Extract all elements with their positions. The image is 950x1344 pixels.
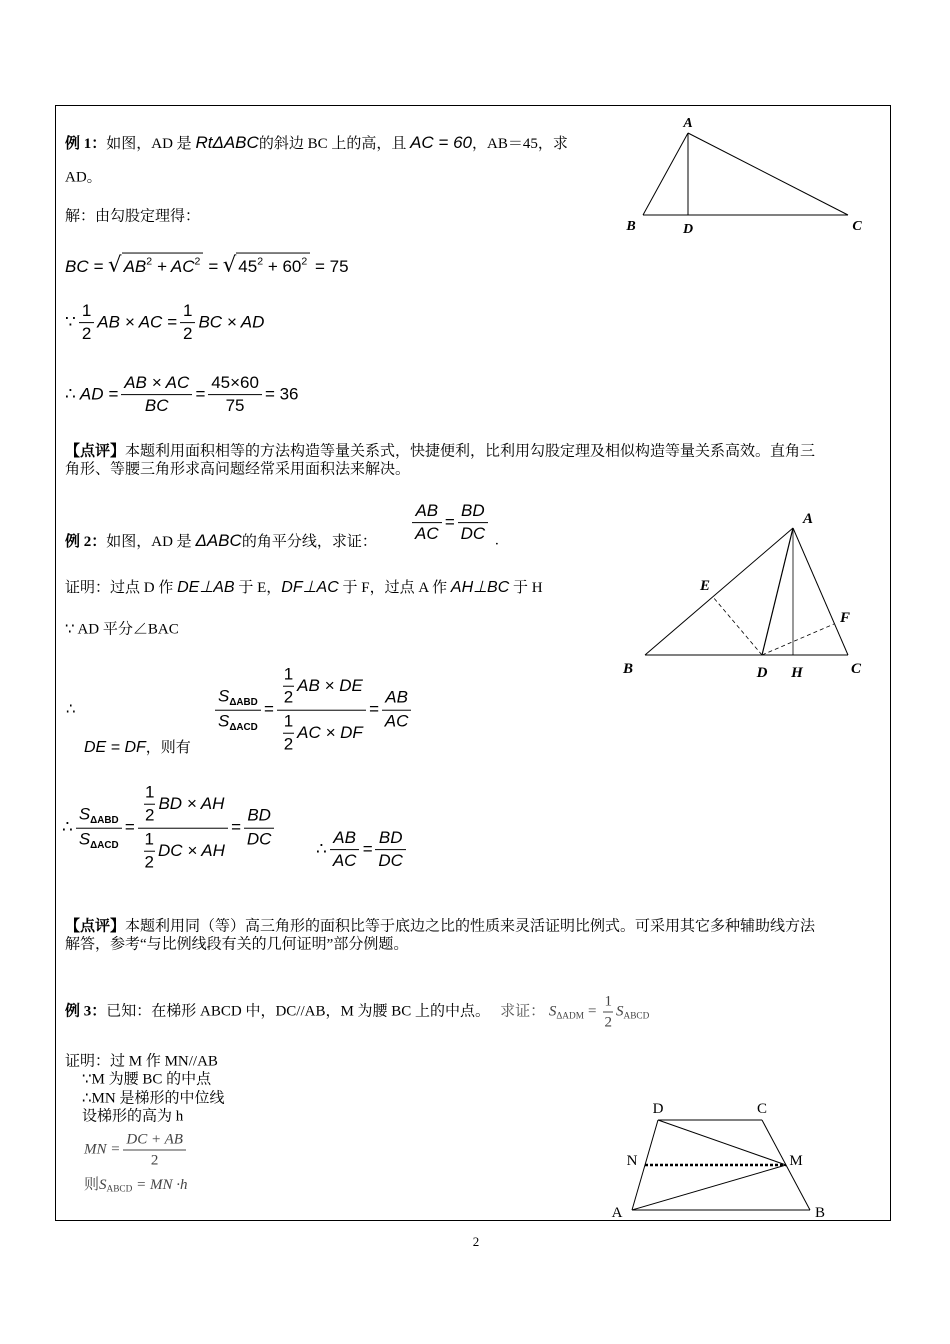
perpendicular-ah-bc: AH⊥BC (450, 579, 510, 596)
radical (108, 252, 203, 278)
numerator: BD (247, 806, 271, 826)
example2-question (65, 530, 377, 552)
point-label-n: N (626, 1153, 638, 1169)
area-symbol: S (78, 804, 91, 824)
example2-proof-line1 (65, 578, 543, 598)
side-ab (645, 528, 793, 655)
bisector-ad (762, 528, 793, 655)
example1-result-equation (65, 373, 299, 417)
denominator: 2 (603, 1012, 613, 1032)
example1-question-line2: AD。 (65, 169, 102, 186)
exponent: 2 (257, 255, 264, 268)
example1-area-equation (65, 301, 264, 345)
side-ab (643, 133, 688, 215)
radicand (122, 253, 204, 278)
numerator: 1 (283, 664, 294, 684)
fraction-half (79, 301, 94, 345)
then-text: 则 (84, 1176, 100, 1193)
eq-rhs: = 75 (314, 256, 349, 276)
numerator: DC + AB (126, 1131, 183, 1148)
vertex-label-b: B (626, 219, 636, 234)
numerator (277, 665, 366, 710)
numerator: 1 (144, 782, 155, 802)
area-symbol: S (99, 1176, 107, 1193)
example1-solution-intro: 解：由勾股定理得： (65, 208, 201, 225)
eq-lhs: MN = (84, 1141, 121, 1158)
vertex-label-c: C (852, 219, 862, 234)
term: BD × AH (158, 794, 225, 814)
term: + AC (156, 256, 195, 276)
perpendicular-de (713, 597, 762, 655)
fraction (412, 501, 442, 545)
example2-question-text-1: 如图，AD 是 (106, 534, 192, 551)
fraction (121, 373, 192, 417)
vertex-label-a: A (683, 116, 693, 131)
comment-text: 本题利用同（等）高三角形的面积比等于底边之比的性质来灵活证明比例式。可采用其它多种辅助线方法 (125, 918, 816, 935)
subscript: ΔACD (90, 839, 119, 851)
denominator: 2 (79, 323, 94, 345)
side-ac (688, 133, 848, 215)
example1-question-line1 (65, 132, 568, 154)
example1-ac-value-math: AC = 60 (410, 133, 472, 153)
example3-area-equation (84, 1176, 187, 1196)
comment-text: 本题利用面积相等的方法构造等量关系式，快捷便利，比利用勾股定理及相似构造等量关系高效。直角三 (125, 443, 816, 460)
area-symbol: S (548, 1003, 557, 1020)
proof-text: 于 E， (238, 580, 282, 596)
example1-pythagoras-equation (65, 253, 349, 280)
example2-comment-line2: 解答，参考“与比例线段有关的几何证明”部分例题。 (65, 936, 409, 953)
page-number: 2 (472, 1234, 480, 1249)
numerator: AB (385, 688, 408, 708)
example3-proof-line1: 证明：过 M 作 MN//AB (65, 1053, 218, 1070)
vertex-label-b: B (814, 1205, 826, 1221)
example2-question-text-2: 的角平分线，求证： (241, 534, 377, 551)
example1-right-triangle-figure (620, 110, 870, 240)
fraction-half (144, 830, 155, 874)
point-label-m: M (789, 1153, 803, 1169)
therefore-symbol: ∴ (66, 701, 76, 718)
example1-question-text-1: 如图，AD 是 (106, 136, 192, 153)
equals-sign: = (362, 839, 373, 859)
numerator: 1 (604, 993, 612, 1010)
example3-given-text: 已知：在梯形 ABCD 中，DC//AB，M 为腰 BC 上的中点。 (106, 1003, 491, 1020)
denominator: 2 (180, 323, 195, 345)
numerator: 1 (81, 301, 92, 321)
denominator: 2 (144, 806, 155, 826)
numerator (215, 686, 261, 709)
example1-question-text-2: 的斜边 BC 上的高，且 (258, 136, 407, 153)
numerator: 45×60 (211, 373, 259, 393)
area-symbol: S (615, 1003, 624, 1020)
denominator: AC (382, 710, 412, 732)
term: DC × AH (157, 840, 225, 860)
fraction (375, 828, 406, 872)
fraction (458, 501, 489, 545)
comment-label: 【点评】 (65, 918, 126, 935)
fraction-compound (138, 783, 228, 874)
equals-sign: = (230, 817, 241, 837)
proof-text: 证明：过点 D 作 (65, 580, 174, 596)
vertex-label-d: D (652, 1101, 664, 1117)
term: AB (123, 256, 147, 276)
example2-comment-line1 (65, 918, 815, 937)
numerator: 1 (182, 301, 193, 321)
area-symbol: S (218, 711, 230, 731)
fraction-half (283, 665, 294, 709)
radical (222, 252, 310, 278)
example3-proof-line3: ∴MN 是梯形的中位线 (82, 1090, 225, 1107)
comment-label: 【点评】 (65, 443, 126, 460)
eq-lhs: AD = (79, 384, 119, 404)
term: 45 (238, 256, 258, 276)
denominator: 2 (144, 852, 154, 872)
denominator: 2 (283, 734, 294, 754)
radicand (236, 253, 310, 278)
proof-text: 于 F，过点 A 作 (342, 580, 448, 596)
proof-text: ，则有 (145, 740, 191, 756)
term: AB × DE (297, 676, 363, 696)
example1-comment-line1 (65, 443, 815, 462)
perpendicular-df (762, 624, 834, 655)
equal-distance-math: DE = DF (84, 739, 146, 756)
point-label-h: H (791, 665, 803, 681)
example3-label: 例 3： (65, 1003, 107, 1020)
fraction-half (603, 993, 613, 1032)
eq-lhs: BC = (65, 256, 104, 276)
numerator: 1 (144, 829, 154, 849)
subscript: ABCD (623, 1011, 650, 1022)
example2-triangle-math: ΔABC (195, 531, 242, 551)
therefore-symbol: ∴ (62, 817, 73, 837)
denominator: 75 (208, 395, 262, 417)
denominator (76, 828, 122, 852)
area-symbol: S (218, 686, 230, 706)
numerator: AB × AC (124, 373, 190, 393)
subscript: ABCD (106, 1184, 133, 1195)
example1-right-triangle-math: RtΔABC (195, 133, 259, 153)
vertex-label-b: B (622, 661, 634, 677)
subscript: ΔABD (90, 814, 119, 826)
denominator: AC (412, 523, 442, 545)
example3-proof-line2: ∵M 为腰 BC 的中点 (82, 1071, 212, 1088)
therefore-symbol: ∴ (316, 839, 327, 859)
fraction (244, 806, 275, 850)
example2-conclusion-equation (316, 828, 409, 872)
side-ac (793, 528, 851, 655)
denominator: DC (458, 523, 489, 545)
point-label-f: F (839, 610, 851, 626)
numerator (138, 783, 227, 828)
equals-sign: = (124, 817, 135, 837)
point-label-d: D (682, 222, 694, 237)
denominator: BC (121, 395, 192, 417)
radical-sign: √ (222, 252, 237, 278)
fraction-area-ratio (76, 804, 122, 852)
radical-sign: √ (108, 252, 122, 278)
subscript: ΔABD (229, 696, 258, 708)
equals-sign: = (195, 384, 206, 404)
fraction (123, 1131, 186, 1170)
perpendicular-df-ac: DF⊥AC (281, 579, 339, 596)
point-label-e: E (699, 578, 711, 594)
denominator: 2 (123, 1150, 186, 1170)
example1-label: 例 1： (65, 136, 107, 153)
proof-text: 于 H (513, 580, 543, 596)
eq-right: BC × AD (198, 312, 265, 332)
fraction (330, 828, 360, 872)
example3-midline-equation (84, 1131, 189, 1170)
because-symbol: ∵ (65, 312, 76, 332)
example1-comment-line2: 角形、等腰三角形求高问题经常采用面积法来解决。 (65, 461, 411, 478)
example3-trapezoid-figure (600, 1095, 840, 1219)
denominator: AC (330, 850, 360, 872)
denominator: 2 (283, 688, 294, 708)
segment-dm (658, 1120, 786, 1165)
fraction-compound (277, 665, 366, 756)
example2-claim-period: . (495, 532, 499, 549)
example1-question-text-3: ，AB＝45，求 (471, 136, 568, 153)
therefore-symbol: ∴ (65, 384, 76, 404)
area-symbol: S (78, 829, 91, 849)
subscript: ΔADM (556, 1011, 585, 1022)
perpendicular-de-ab: DE⊥AB (177, 579, 235, 596)
equals-sign: = (208, 256, 219, 276)
example3-proof-line4: 设梯形的高为 h (82, 1108, 184, 1125)
fraction-area-ratio (215, 686, 261, 734)
numerator (76, 804, 122, 827)
example2-proof-line2: ∵ AD 平分∠BAC (65, 621, 179, 638)
vertex-label-a: A (611, 1205, 623, 1221)
point-label-d: D (756, 665, 768, 681)
eq-rhs: = 36 (264, 384, 299, 404)
example2-proof-line3 (84, 738, 191, 758)
numerator: 1 (283, 711, 294, 731)
fraction-half (283, 712, 294, 756)
fraction-half (144, 783, 155, 827)
example2-area-ratio-equation2 (62, 783, 277, 874)
eq-left: AB × AC = (97, 312, 177, 332)
equals-sign: = (263, 699, 274, 719)
denominator (277, 710, 366, 756)
segment-am (632, 1165, 786, 1210)
example3-prove-label: 求证： (500, 1003, 546, 1020)
equals-sign: = (588, 1003, 597, 1020)
exponent: 2 (194, 255, 201, 268)
fraction (382, 688, 412, 732)
example3-question (65, 993, 649, 1032)
example2-angle-bisector-figure (615, 505, 870, 690)
denominator (215, 710, 261, 734)
example2-label: 例 2： (65, 534, 107, 551)
eq-rhs: = MN ·h (136, 1176, 188, 1193)
vertex-label-c: C (756, 1101, 768, 1117)
numerator: BD (378, 828, 403, 848)
equals-sign: = (368, 699, 379, 719)
numerator: AB (415, 501, 439, 521)
vertex-label-a: A (802, 511, 814, 527)
term: + 60 (267, 256, 302, 276)
example2-area-ratio-equation1 (212, 665, 414, 756)
subscript: ΔACD (229, 721, 258, 733)
fraction-half (180, 301, 195, 345)
term: AC × DF (297, 722, 363, 742)
equals-sign: = (444, 512, 455, 532)
denominator: DC (244, 828, 275, 850)
denominator: DC (375, 850, 406, 872)
denominator (138, 828, 228, 874)
exponent: 2 (301, 255, 308, 268)
numerator: BD (461, 501, 485, 521)
exponent: 2 (146, 255, 153, 268)
example3-claim-math (548, 993, 650, 1031)
numerator: AB (333, 828, 356, 848)
example2-claim-ratio (409, 501, 491, 545)
vertex-label-c: C (850, 661, 862, 677)
fraction (208, 373, 262, 417)
